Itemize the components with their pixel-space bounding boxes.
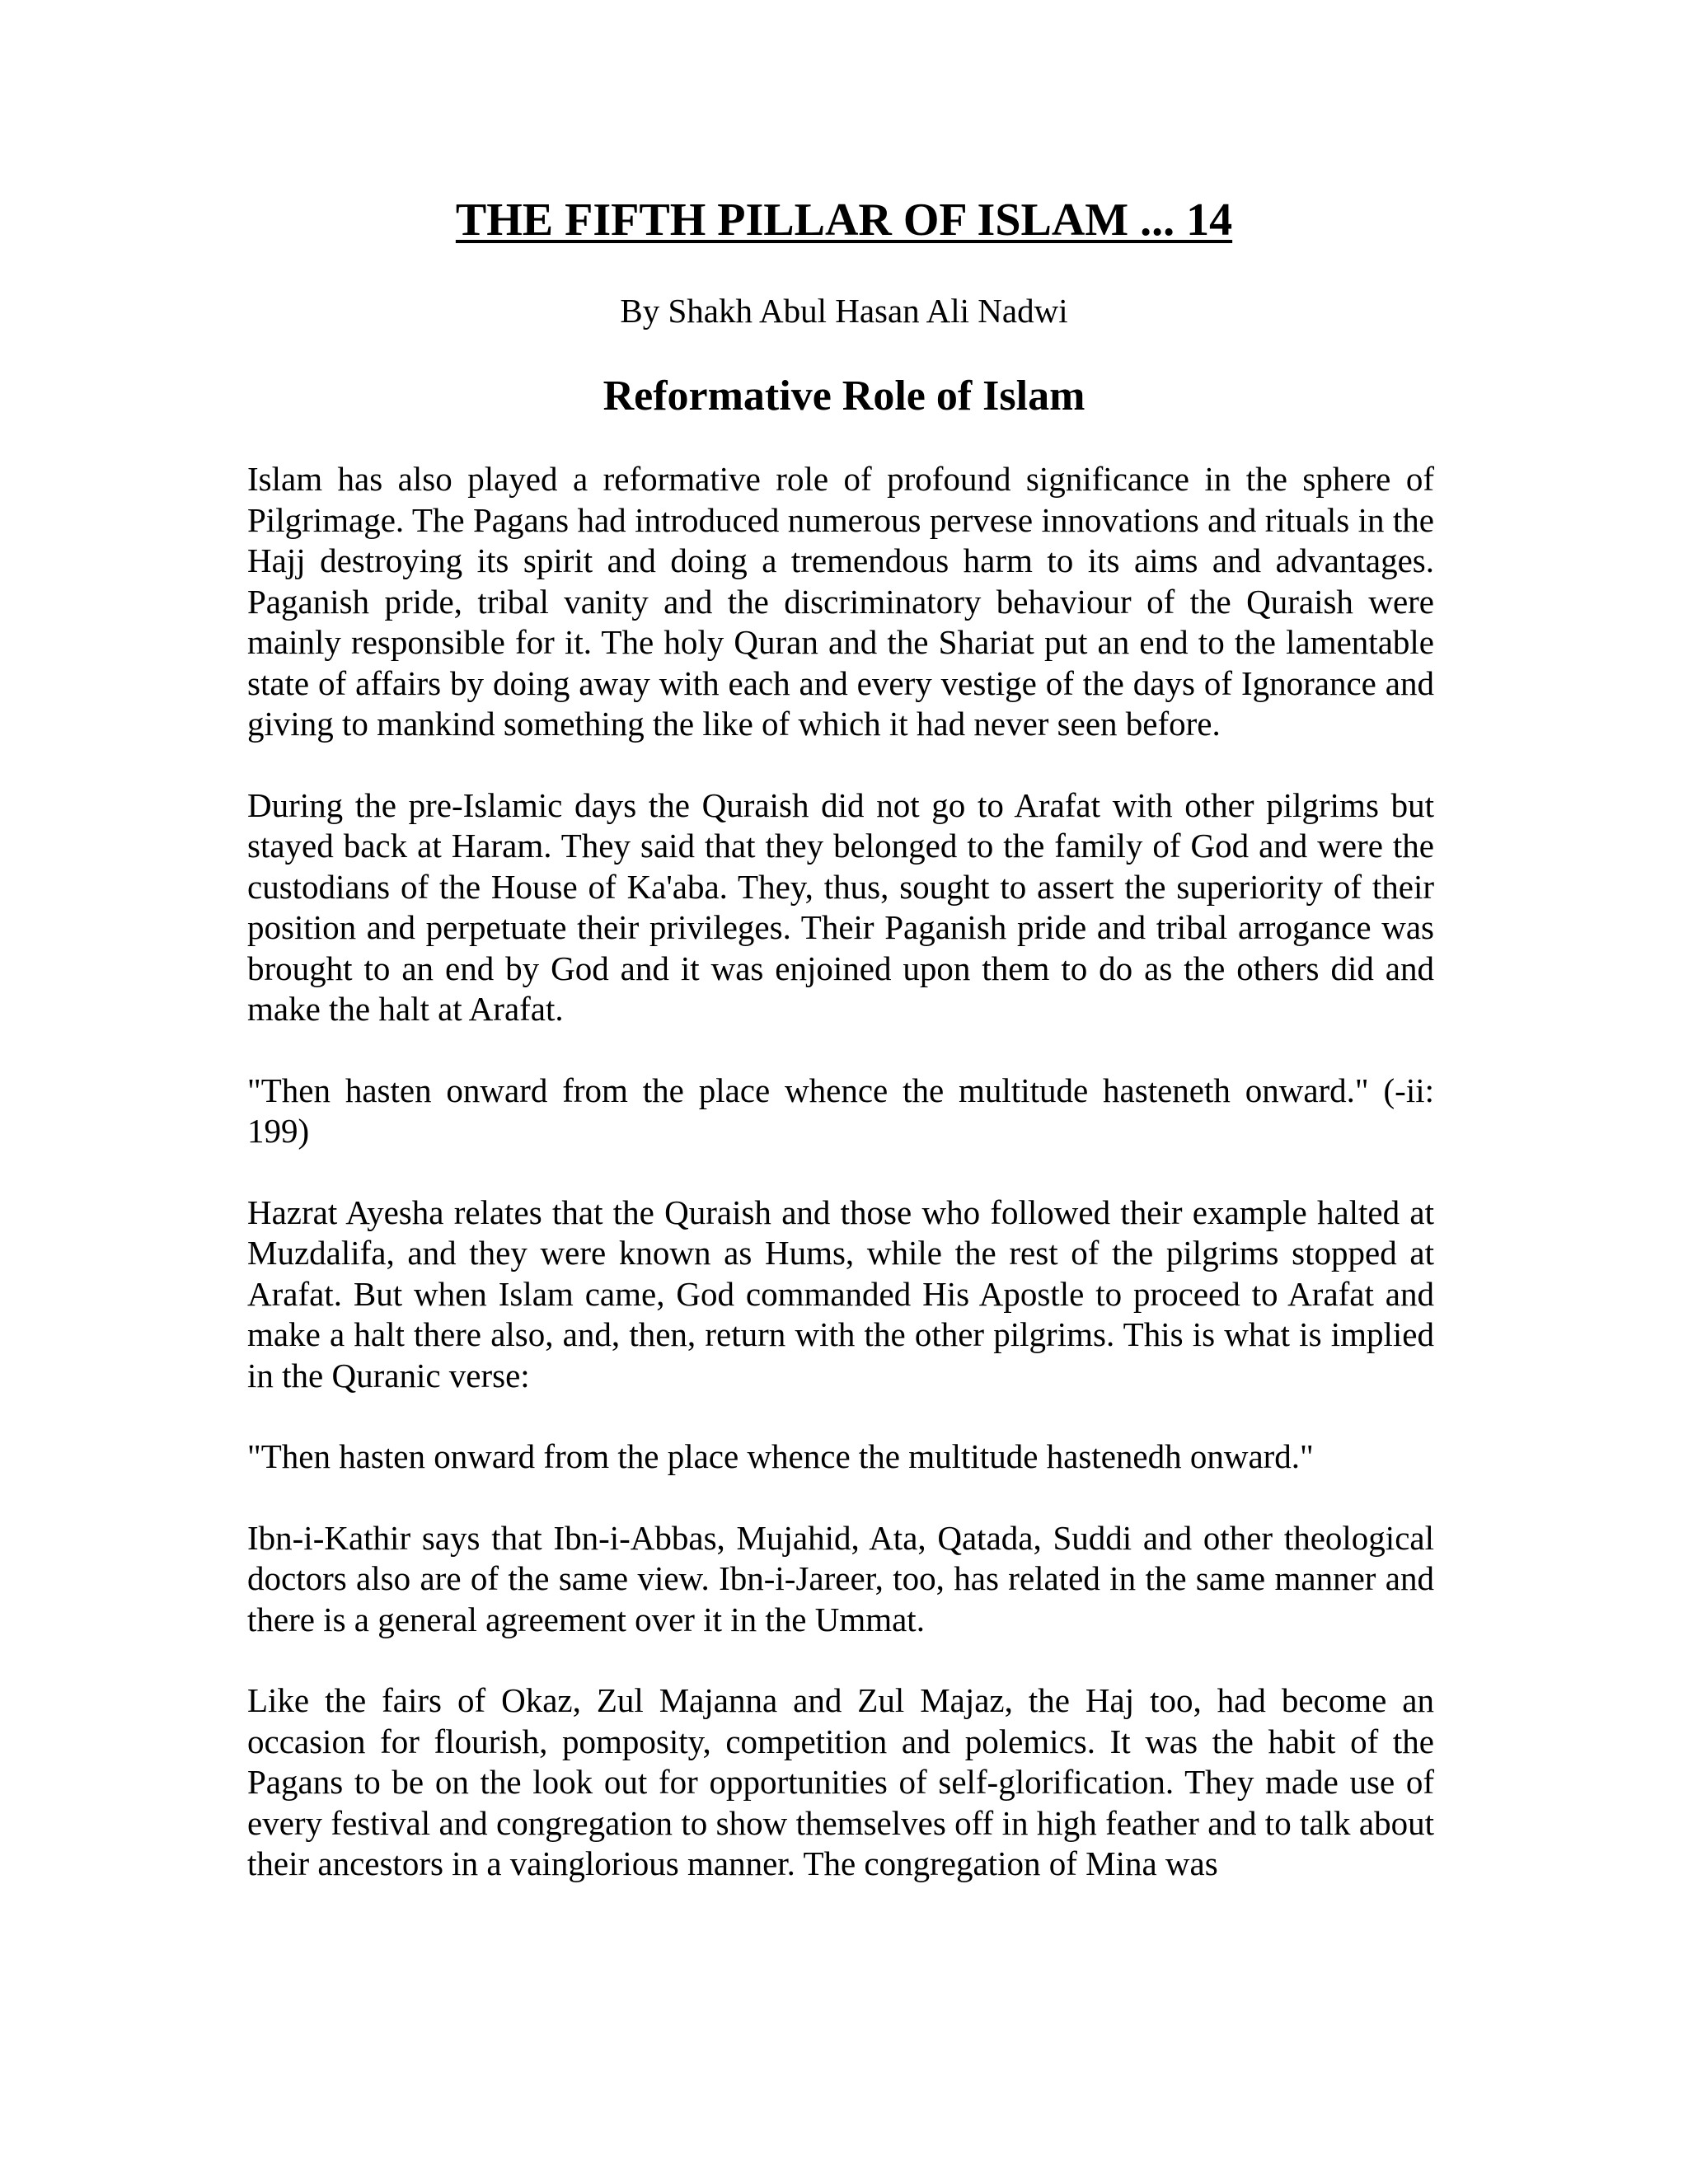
author-byline: By Shakh Abul Hasan Ali Nadwi [620, 292, 1068, 330]
page-title: THE FIFTH PILLAR OF ISLAM ... 14 [455, 194, 1233, 246]
paragraph: Ibn-i-Kathir says that Ibn-i-Abbas, Mujahid, Ata, Qatada, Suddi and other theological doctors also are of the same view. Ibn-i-Jareer, too, has related in the same manner and there is a general agreement over it in the Ummat. [247, 1518, 1434, 1638]
quote-paragraph: "Then hasten onward from the place whence the multitude hastenedh onward." [247, 1437, 1314, 1475]
section-heading: Reformative Role of Islam [603, 373, 1085, 419]
article-body [247, 459, 1434, 1925]
paragraph: Hazrat Ayesha relates that the Quraish and those who followed their example halted at Muzdalifa, and they were known as Hums, while the rest of the pilgrims stopped at Arafat. But when Islam came, God commanded His Apostle to proceed to Arafat and make a halt there also, and, then, return with the other pilgrims. This is what is implied in the Quranic verse: [247, 1193, 1434, 1394]
paragraph: During the pre-Islamic days the Quraish did not go to Arafat with other pilgrims but stayed back at Haram. They said that they belonged to the family of God and were the custodians of the House of Ka'aba. They, thus, sought to assert the superiority of their position and perpetuate their privileges. Their Paganish pride and tribal arrogance was brought to an end by God and it was enjoined upon them to do as the others did and make the halt at Arafat. [247, 785, 1434, 1028]
paragraph: Like the fairs of Okaz, Zul Majanna and Zul Majaz, the Haj too, had become an occasion for flourish, pomposity, competition and polemics. It was the habit of the Pagans to be on the look out for opportunities of self-glorification. They made use of every festival and congregation to show themselves off in high feather and to talk about their ancestors in a vainglorious manner. The congregation of Mina was [247, 1681, 1434, 1882]
paragraph: Islam has also played a reformative role of profound significance in the sphere of Pilgrimage. The Pagans had introduced numerous pervese innovations and rituals in the Hajj destroying its spirit and doing a tremendous harm to its aims and advantages. Paganish pride, tribal vanity and the discriminatory behaviour of the Quraish were mainly responsible for it. The holy Quran and the Shariat put an end to the lamentable state of affairs by doing away with each and every vestige of the days of Ignorance and giving to mankind something the like of which it had never seen before. [247, 460, 1434, 743]
quote-paragraph: "Then hasten onward from the place whence the multitude hasteneth onward." (-ii: 199) [247, 1071, 1434, 1150]
